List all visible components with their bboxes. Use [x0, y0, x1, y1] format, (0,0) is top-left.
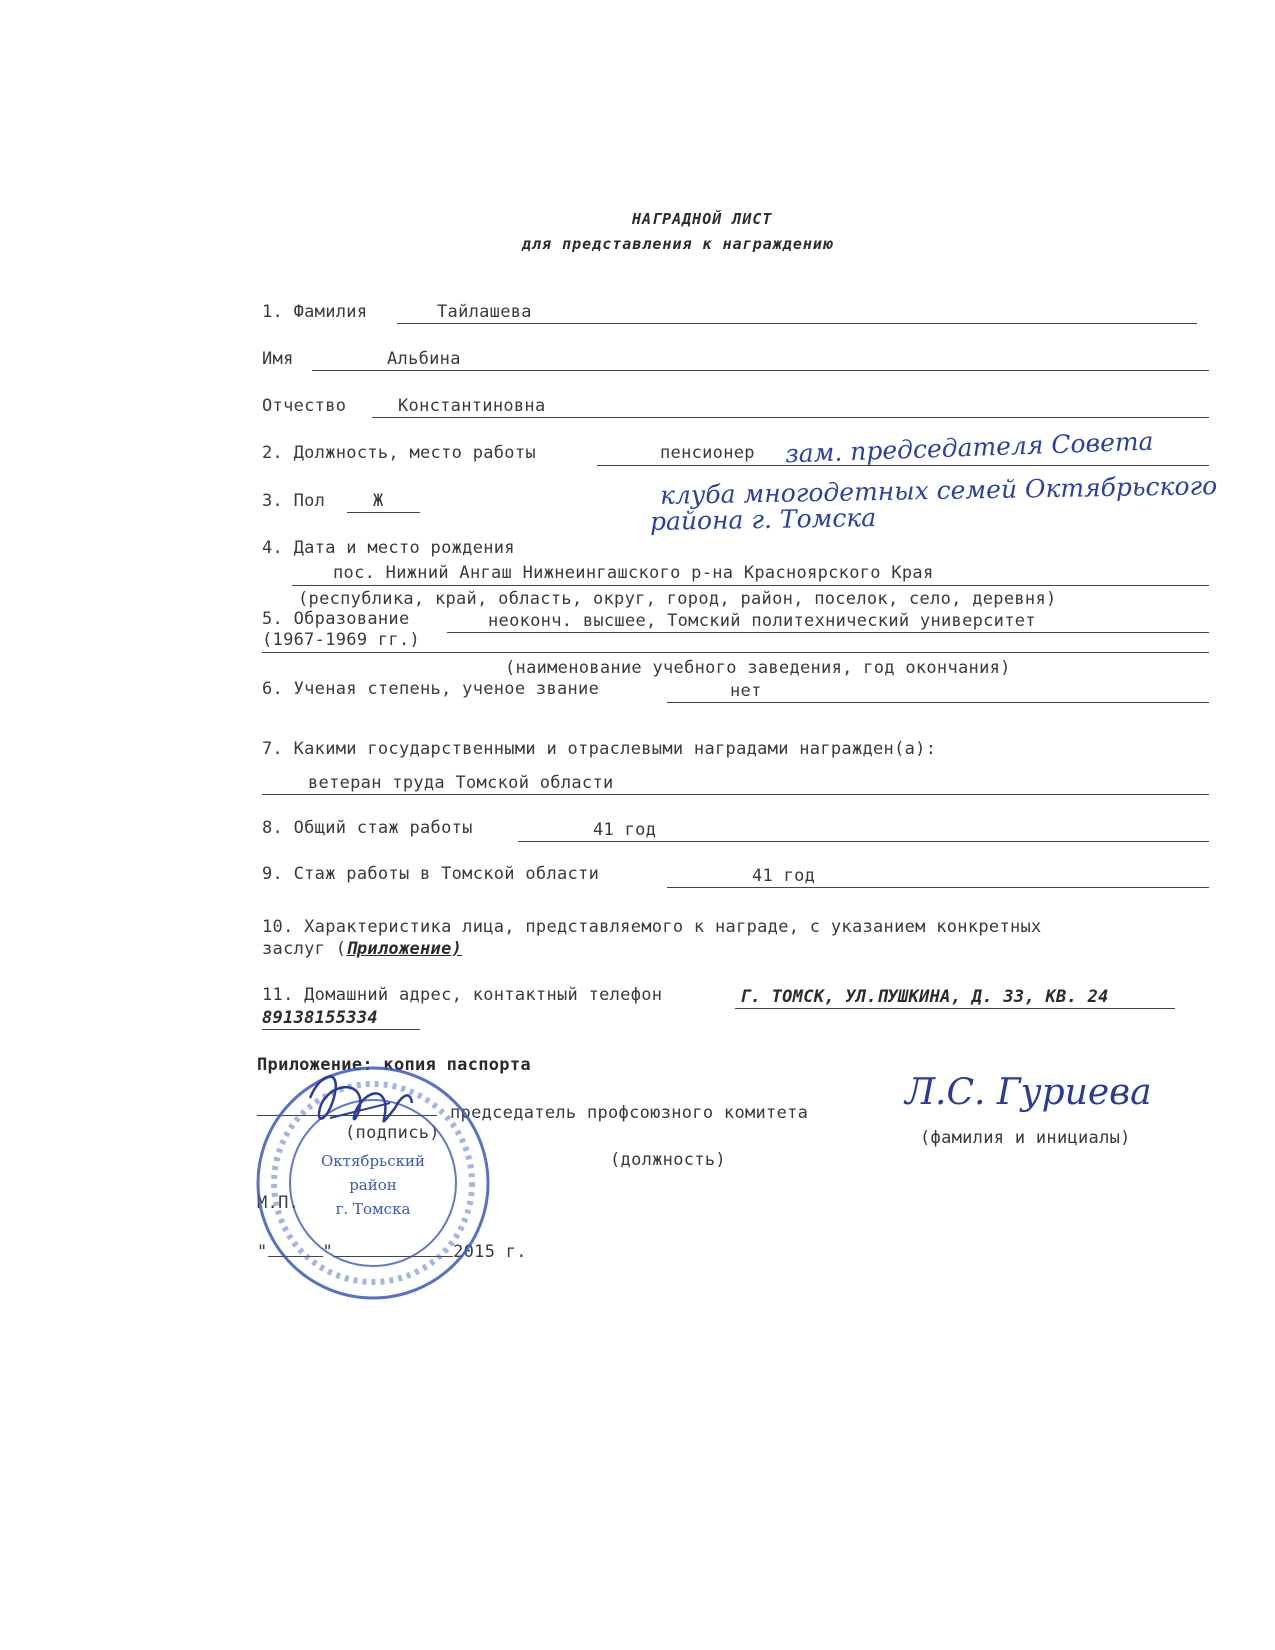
stamp-center-line-3: г. Томска — [335, 1200, 411, 1218]
chair-role: председатель профсоюзного комитета — [450, 1103, 809, 1123]
date-quote-close: " — [322, 1242, 334, 1262]
tomsk-experience-underline — [667, 887, 1209, 888]
characteristic-line-1: 10. Характеристика лица, представляемого к награде, с указанием конкретных — [262, 917, 1042, 937]
education-underline-2 — [262, 652, 1209, 653]
birth-underline — [292, 585, 1209, 586]
address-label: 11. Домашний адрес, контактный телефон — [262, 985, 663, 1005]
phone-value: 89138155334 — [262, 1008, 378, 1028]
handwritten-signature-scribble — [300, 1058, 420, 1148]
birth-label: 4. Дата и место рождения — [262, 538, 515, 558]
address-underline — [735, 1008, 1175, 1009]
position-hint: (должность) — [610, 1150, 726, 1170]
patronymic-label: Отчество — [262, 396, 347, 416]
name-label: Имя — [262, 349, 294, 369]
education-value: неоконч. высшее, Томский политехнический университет — [488, 611, 1036, 631]
date-year: 2015 г. — [453, 1242, 527, 1262]
education-label: 5. Образование — [262, 609, 410, 629]
surname-underline — [397, 323, 1197, 324]
sex-label: 3. Пол — [262, 491, 326, 511]
signer-handwritten-name: Л.С. Гуриева — [905, 1072, 1152, 1113]
name-underline — [312, 370, 1209, 371]
awards-underline — [262, 794, 1209, 795]
education-years: (1967-1969 гг.) — [262, 630, 421, 650]
awards-value: ветеран труда Томской области — [308, 773, 614, 793]
document-title: НАГРАДНОЙ ЛИСТ — [632, 210, 773, 228]
education-underline-1 — [447, 632, 1209, 633]
position-typed-value: пенсионер — [660, 443, 755, 463]
total-experience-label: 8. Общий стаж работы — [262, 818, 473, 838]
position-handwritten-line-1: зам. председателя Совета — [784, 426, 1154, 469]
sex-underline — [347, 512, 420, 513]
degree-value: нет — [730, 681, 762, 701]
patronymic-value: Константиновна — [398, 396, 546, 416]
education-hint: (наименование учебного заведения, год окончания) — [505, 658, 1011, 678]
degree-underline — [667, 702, 1209, 703]
stamp-center-line-1: Октябрьский — [320, 1152, 426, 1170]
position-handwritten-line-2: клуба многодетных семей Октябрьского — [659, 471, 1218, 510]
phone-underline — [262, 1029, 420, 1030]
stamp-center-line-2: район — [349, 1176, 397, 1194]
document-subtitle: для представления к награждению — [522, 235, 833, 253]
patronymic-underline — [372, 417, 1209, 418]
position-handwritten-line-3: района г. Томска — [649, 503, 877, 536]
birth-hint: (республика, край, область, округ, город, район, поселок, село, деревня) — [298, 589, 1057, 609]
date-quote-open: " — [257, 1242, 268, 1262]
tomsk-experience-value: 41 год — [752, 866, 816, 886]
surname-value: Тайлашева — [437, 302, 532, 322]
sex-value: Ж — [373, 491, 384, 511]
surname-label: 1. Фамилия — [262, 302, 368, 322]
tomsk-experience-label: 9. Стаж работы в Томской области — [262, 864, 600, 884]
name-hint: (фамилия и инициалы) — [920, 1128, 1131, 1148]
characteristic-line-2 — [262, 939, 462, 959]
total-experience-value: 41 год — [593, 820, 657, 840]
signature-hint: (подпись) — [345, 1123, 440, 1143]
position-label: 2. Должность, место работы — [262, 443, 536, 463]
position-underline — [597, 465, 1209, 466]
birth-place-value: пос. Нижний Ангаш Нижнеингашского р-на Красноярского Края — [333, 563, 934, 583]
total-experience-underline — [518, 841, 1209, 842]
seal-place-mark: М.П. — [257, 1193, 300, 1213]
awards-label: 7. Какими государственными и отраслевыми наградами награжден(а): — [262, 739, 937, 759]
name-value: Альбина — [387, 349, 461, 369]
characteristic-appendix-ref: Приложение) — [346, 939, 463, 959]
address-value: Г. ТОМСК, УЛ.ПУШКИНА, Д. 33, КВ. 24 — [740, 987, 1109, 1007]
characteristic-prefix: заслуг ( — [262, 939, 347, 959]
degree-label: 6. Ученая степень, ученое звание — [262, 679, 600, 699]
appendix-note: Приложение: копия паспорта — [257, 1055, 531, 1075]
